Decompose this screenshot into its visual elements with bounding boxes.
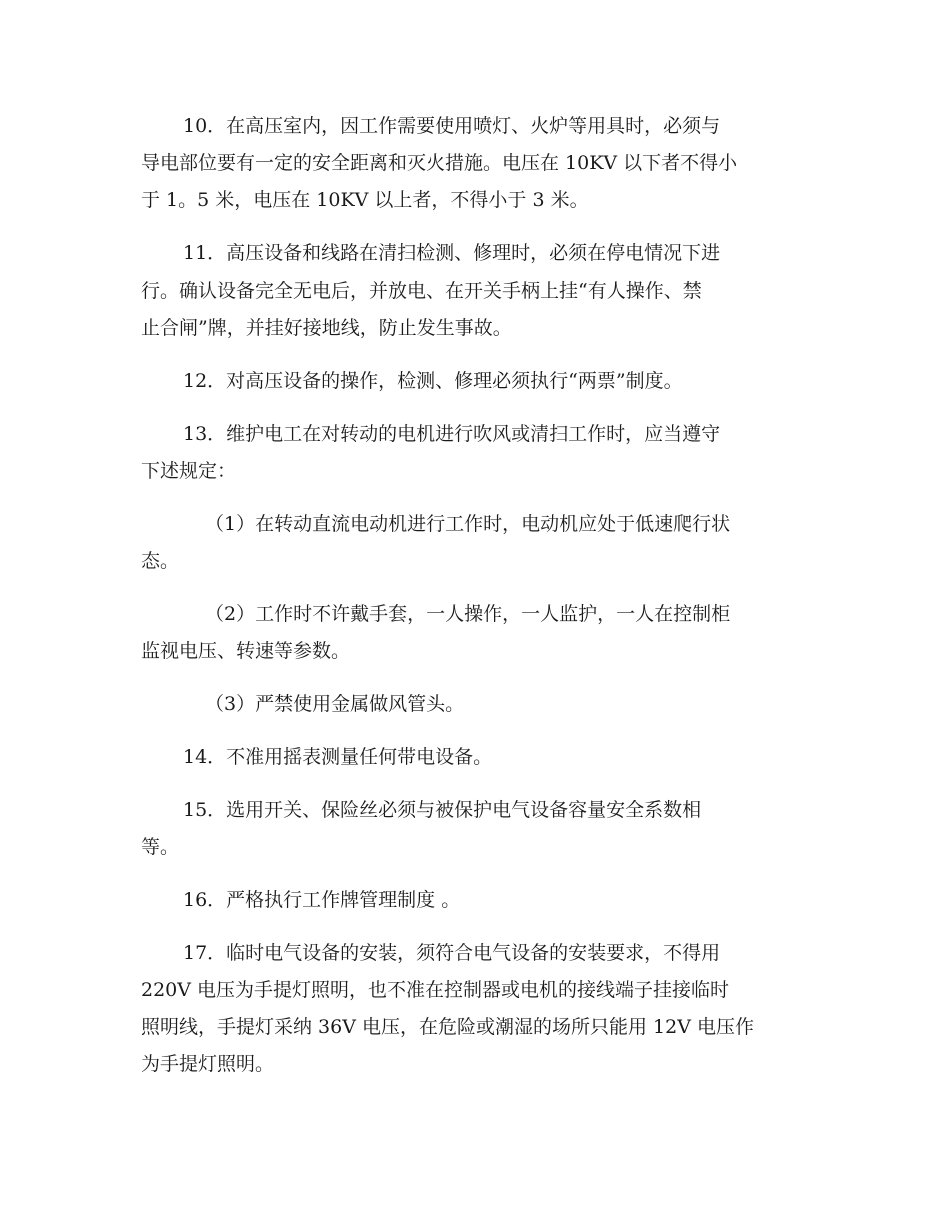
- item-2-line-1: （2）工作时不许戴手套，一人操作，一人监护，一人在控制柜: [205, 603, 731, 625]
- paragraph-12-line-1: 12．对高压设备的操作，检测、修理必须执行“两票”制度。: [183, 370, 683, 392]
- paragraph-17-line-3: 照明线，手提灯采纳 36V 电压，在危险或潮湿的场所只能用 12V 电压作: [141, 1016, 754, 1038]
- paragraph-10-line-2: 导电部位要有一定的安全距离和灭火措施。电压在 10KV 以下者不得小: [141, 152, 738, 174]
- paragraph-17-line-1: 17．临时电气设备的安装，须符合电气设备的安装要求，不得用: [183, 942, 721, 964]
- paragraph-14-line-1: 14．不准用摇表测量任何带电设备。: [183, 746, 493, 768]
- item-2-line-2: 监视电压、转速等参数。: [141, 640, 351, 662]
- paragraph-13-line-2: 下述规定：: [141, 460, 237, 482]
- paragraph-11-line-2: 行。确认设备完全无电后，并放电、在开关手柄上挂“有人操作、禁: [141, 280, 702, 302]
- paragraph-15-line-1: 15．选用开关、保险丝必须与被保护电气设备容量安全系数相: [183, 799, 702, 821]
- paragraph-17-line-2: 220V 电压为手提灯照明，也不准在控制器或电机的接线端子挂接临时: [141, 979, 730, 1001]
- item-3-line-1: （3）严禁使用金属做风管头。: [205, 693, 465, 715]
- paragraph-11-line-3: 止合闸”牌，并挂好接地线，防止发生事故。: [141, 317, 512, 339]
- paragraph-15-line-2: 等。: [141, 836, 180, 858]
- paragraph-16-line-1: 16．严格执行工作牌管理制度 。: [183, 889, 461, 911]
- paragraph-13-line-1: 13．维护电工在对转动的电机进行吹风或清扫工作时，应当遵守: [183, 423, 721, 445]
- item-1-line-2: 态。: [141, 550, 180, 572]
- paragraph-10-line-3: 于 1。5 米，电压在 10KV 以上者，不得小于 3 米。: [141, 189, 589, 211]
- paragraph-17-line-4: 为手提灯照明。: [141, 1053, 275, 1075]
- paragraph-11-line-1: 11．高压设备和线路在清扫检测、修理时，必须在停电情况下进: [183, 242, 721, 264]
- paragraph-10-line-1: 10．在高压室内，因工作需要使用喷灯、火炉等用具时，必须与: [183, 115, 721, 137]
- item-1-line-1: （1）在转动直流电动机进行工作时，电动机应处于低速爬行状: [205, 513, 731, 535]
